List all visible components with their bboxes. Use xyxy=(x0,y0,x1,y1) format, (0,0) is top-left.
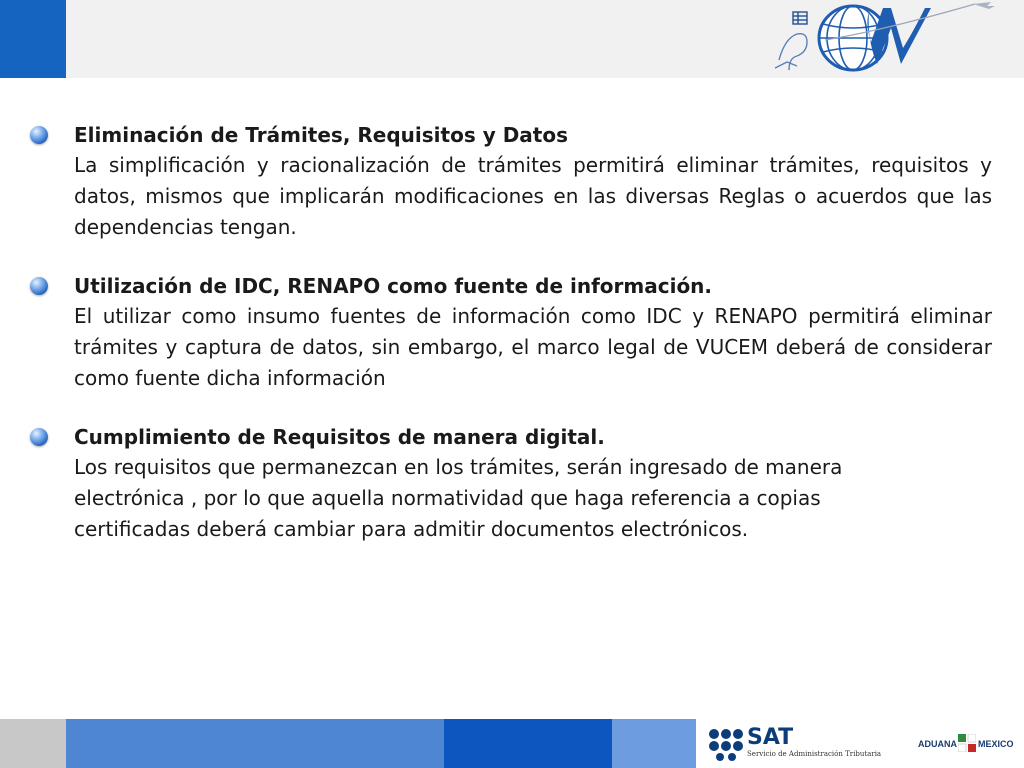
footer-segment-blue-3 xyxy=(612,719,696,768)
aduana-label: ADUANA xyxy=(918,739,957,749)
aduana-flag-icon xyxy=(958,734,976,752)
mexico-label: MEXICO xyxy=(978,739,1014,749)
sat-logo xyxy=(707,726,887,762)
footer-segment-blue-2 xyxy=(444,719,612,768)
section-utilizacion xyxy=(26,271,992,394)
section-body: Los requisitos que permanezcan en los trámites, serán ingresado de manera electrónica , por lo que aquella normatividad que haga referencia a copias certificadas deberá cambiar para admitir documentos electrónicos. xyxy=(74,455,843,541)
aduana-mexico-logo xyxy=(918,731,1018,757)
bullet-sphere-icon xyxy=(30,126,48,144)
content-area xyxy=(26,120,992,573)
footer-segment-blue-1 xyxy=(66,719,444,768)
bullet-sphere-icon xyxy=(30,428,48,446)
sat-name: SAT xyxy=(747,725,794,750)
section-title: Eliminación de Trámites, Requisitos y Datos xyxy=(74,123,568,147)
section-eliminacion xyxy=(26,120,992,243)
header-accent-block xyxy=(0,0,66,78)
section-title: Utilización de IDC, RENAPO como fuente de información. xyxy=(74,274,713,298)
sat-subtitle: Servicio de Administración Tributaria xyxy=(747,750,882,758)
section-cumplimiento xyxy=(26,422,992,545)
section-body: El utilizar como insumo fuentes de información como IDC y RENAPO permitirá eliminar trámites y captura de datos, sin embargo, el marco legal de VUCEM deberá de considerar como fuente dicha información xyxy=(74,304,992,390)
sat-dots-icon xyxy=(707,726,747,762)
bullet-sphere-icon xyxy=(30,277,48,295)
vucem-logo xyxy=(765,0,1005,78)
section-title: Cumplimiento de Requisitos de manera digital. xyxy=(74,425,605,449)
footer-segment-gray xyxy=(0,719,66,768)
section-body: La simplificación y racionalización de trámites permitirá eliminar trámites, requisitos y datos, mismos que implicarán modificaciones en las diversas Reglas o acuerdos que las dependencias tengan. xyxy=(74,153,992,239)
